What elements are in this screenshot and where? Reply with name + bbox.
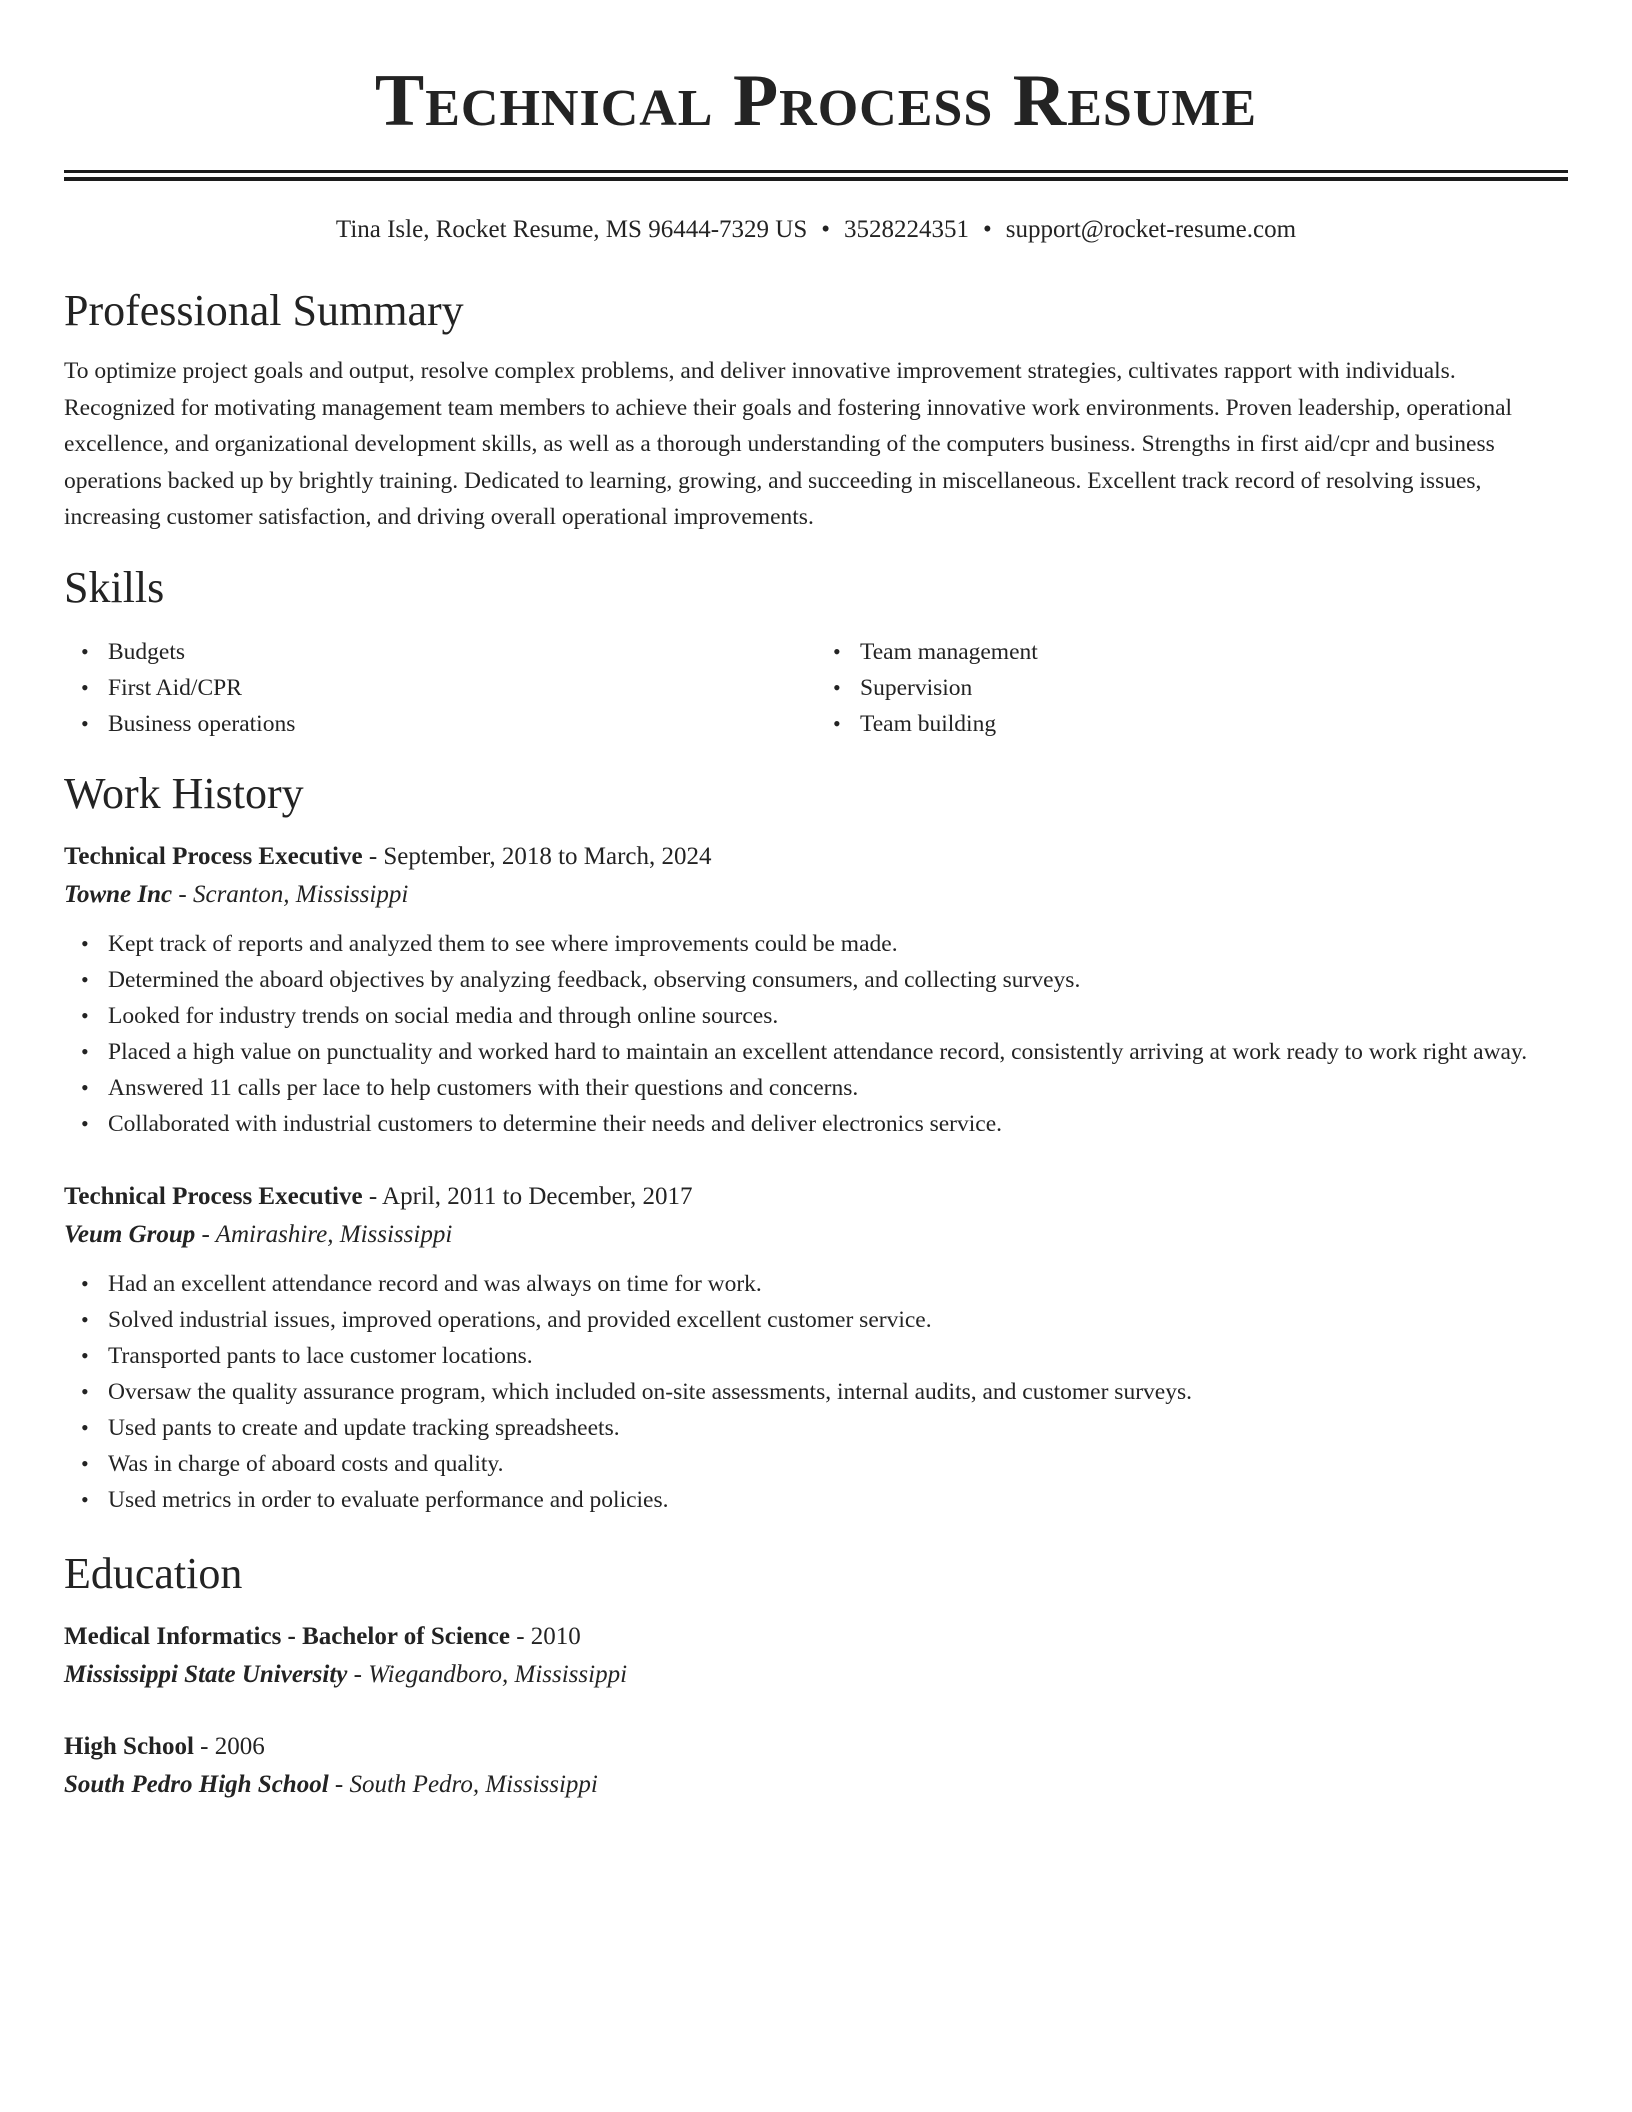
dash-separator: - xyxy=(172,880,193,908)
job-bullet-text: Was in charge of aboard costs and quality. xyxy=(108,1450,504,1477)
work-history-heading: Work History xyxy=(64,768,304,818)
dash-separator: - xyxy=(195,1220,216,1248)
job-bullet-text: Solved industrial issues, improved operations, and provided excellent customer service. xyxy=(108,1306,932,1333)
job-bullet xyxy=(64,998,1568,1034)
dash-separator: - xyxy=(347,1660,369,1688)
bullet-icon: • xyxy=(81,966,89,992)
job-bullet xyxy=(64,1374,1568,1410)
company-line xyxy=(64,876,1568,914)
job-entry xyxy=(64,1178,1568,1518)
bullet-icon: • xyxy=(81,1002,89,1028)
job-bullet xyxy=(64,926,1568,962)
bullet-icon: • xyxy=(81,1450,89,1476)
job-bullet xyxy=(64,1070,1568,1106)
job-bullet-text: Kept track of reports and analyzed them to see where improvements could be made. xyxy=(108,930,898,957)
dash-separator: - xyxy=(509,1622,531,1650)
skill-item xyxy=(64,634,816,670)
job-title-line xyxy=(64,1178,1568,1216)
bullet-icon: • xyxy=(81,1110,89,1136)
school-name: South Pedro High School xyxy=(64,1770,329,1798)
skill-item xyxy=(64,706,816,742)
dash-separator: - xyxy=(328,1770,350,1798)
bullet-icon: • xyxy=(81,710,89,736)
dash-separator: - xyxy=(362,1182,383,1210)
job-bullet xyxy=(64,1446,1568,1482)
company-location: Scranton, Mississippi xyxy=(192,880,409,908)
bullet-icon: • xyxy=(81,1342,89,1368)
job-bullet xyxy=(64,1338,1568,1374)
graduation-year: 2010 xyxy=(530,1622,581,1650)
company-line xyxy=(64,1216,1568,1254)
school-location: Wiegandboro, Mississippi xyxy=(368,1660,628,1688)
title-double-rule xyxy=(64,170,1568,181)
job-bullet-text: Used metrics in order to evaluate performance and policies. xyxy=(108,1486,669,1513)
contact-line xyxy=(64,213,1568,247)
bullet-icon: • xyxy=(81,674,89,700)
job-bullet-text: Collaborated with industrial customers to determine their needs and deliver electronics service. xyxy=(108,1110,1003,1137)
bullet-icon: • xyxy=(81,1270,89,1296)
job-bullet xyxy=(64,1302,1568,1338)
company-name: Veum Group xyxy=(64,1220,196,1248)
skill-item xyxy=(816,706,1568,742)
job-title: Technical Process Executive xyxy=(64,1182,363,1210)
job-title-line xyxy=(64,838,1568,876)
company-location: Amirashire, Mississippi xyxy=(215,1220,453,1248)
degree-name: High School xyxy=(64,1732,194,1760)
job-bullet-text: Answered 11 calls per lace to help customers with their questions and concerns. xyxy=(108,1074,859,1101)
job-bullets xyxy=(64,926,1568,1142)
job-dates: April, 2011 to December, 2017 xyxy=(382,1182,693,1210)
dash-separator: - xyxy=(362,842,384,870)
education-heading: Education xyxy=(64,1548,243,1598)
school-location: South Pedro, Mississippi xyxy=(349,1770,598,1798)
school-line xyxy=(64,1766,1568,1804)
education-entry xyxy=(64,1728,1568,1804)
job-bullet xyxy=(64,1034,1568,1070)
skill-item xyxy=(816,670,1568,706)
skills-column-right xyxy=(816,634,1568,742)
job-bullet-text: Transported pants to lace customer locations. xyxy=(108,1342,533,1369)
contact-separator: • xyxy=(983,216,992,243)
degree-name: Medical Informatics - Bachelor of Science xyxy=(64,1622,510,1650)
dash-separator: - xyxy=(193,1732,215,1760)
job-bullet xyxy=(64,1106,1568,1142)
company-name: Towne Inc xyxy=(64,880,173,908)
contact-separator: • xyxy=(821,216,830,243)
job-bullet-text: Oversaw the quality assurance program, which included on-site assessments, internal audits, and customer surveys. xyxy=(108,1378,1192,1405)
bullet-icon: • xyxy=(81,1486,89,1512)
bullet-icon: • xyxy=(833,674,841,700)
resume-title: Technical Process Resume xyxy=(374,60,1258,142)
skills-list xyxy=(64,634,1568,742)
job-bullet xyxy=(64,1482,1568,1518)
bullet-icon: • xyxy=(833,638,841,664)
school-name: Mississippi State University xyxy=(64,1660,348,1688)
job-bullet-text: Had an excellent attendance record and was always on time for work. xyxy=(108,1270,762,1297)
bullet-icon: • xyxy=(81,930,89,956)
bullet-icon: • xyxy=(81,1306,89,1332)
contact-email: support@rocket-resume.com xyxy=(1005,216,1297,243)
contact-phone: 3528224351 xyxy=(844,216,969,243)
degree-line xyxy=(64,1618,1568,1656)
job-bullets xyxy=(64,1266,1568,1518)
job-bullet xyxy=(64,1410,1568,1446)
job-bullet xyxy=(64,962,1568,998)
contact-address: Tina Isle, Rocket Resume, MS 96444-7329 US xyxy=(335,216,808,243)
bullet-icon: • xyxy=(81,1074,89,1100)
skill-label: Business operations xyxy=(108,710,296,737)
skill-item xyxy=(816,634,1568,670)
job-bullet xyxy=(64,1266,1568,1302)
bullet-icon: • xyxy=(81,1414,89,1440)
skill-label: Team management xyxy=(860,638,1038,665)
job-entry xyxy=(64,838,1568,1142)
job-dates: September, 2018 to March, 2024 xyxy=(383,842,712,870)
bullet-icon: • xyxy=(81,638,89,664)
job-title: Technical Process Executive xyxy=(64,842,363,870)
education-entry xyxy=(64,1618,1568,1694)
job-bullet-text: Placed a high value on punctuality and worked hard to maintain an excellent attendance record, consistently arriving at work ready to work right away. xyxy=(108,1038,1528,1065)
job-bullet-text: Used pants to create and update tracking spreadsheets. xyxy=(108,1414,620,1441)
summary-heading: Professional Summary xyxy=(64,286,464,335)
graduation-year: 2006 xyxy=(214,1732,265,1760)
skills-heading: Skills xyxy=(64,562,165,612)
skill-item xyxy=(64,670,816,706)
school-line xyxy=(64,1656,1568,1694)
skill-label: First Aid/CPR xyxy=(108,674,242,701)
job-bullet-text: Looked for industry trends on social media and through online sources. xyxy=(108,1002,779,1029)
degree-line xyxy=(64,1728,1568,1766)
skill-label: Budgets xyxy=(108,638,186,665)
job-bullet-text: Determined the aboard objectives by analyzing feedback, observing consumers, and collecting surveys. xyxy=(108,966,1081,993)
skill-label: Team building xyxy=(860,710,997,737)
skill-label: Supervision xyxy=(860,674,973,701)
skills-column-left xyxy=(64,634,816,742)
summary-text: To optimize project goals and output, resolve complex problems, and deliver innovative improvement strategies, cultivates rapport with individuals. Recognized for motivating management team members to achieve their goals and fostering innovative work environments. Proven leadership, operational excellence, and organizational development skills, as well as a thorough understanding of the computers business. Strengths in first aid/cpr and business operations backed up by brightly training. Dedicated to learning, growing, and succeeding in miscellaneous. Excellent track record of resolving issues, increasing customer satisfaction, and driving overall operational improvements. xyxy=(64,358,1513,530)
bullet-icon: • xyxy=(81,1038,89,1064)
bullet-icon: • xyxy=(81,1378,89,1404)
bullet-icon: • xyxy=(833,710,841,736)
